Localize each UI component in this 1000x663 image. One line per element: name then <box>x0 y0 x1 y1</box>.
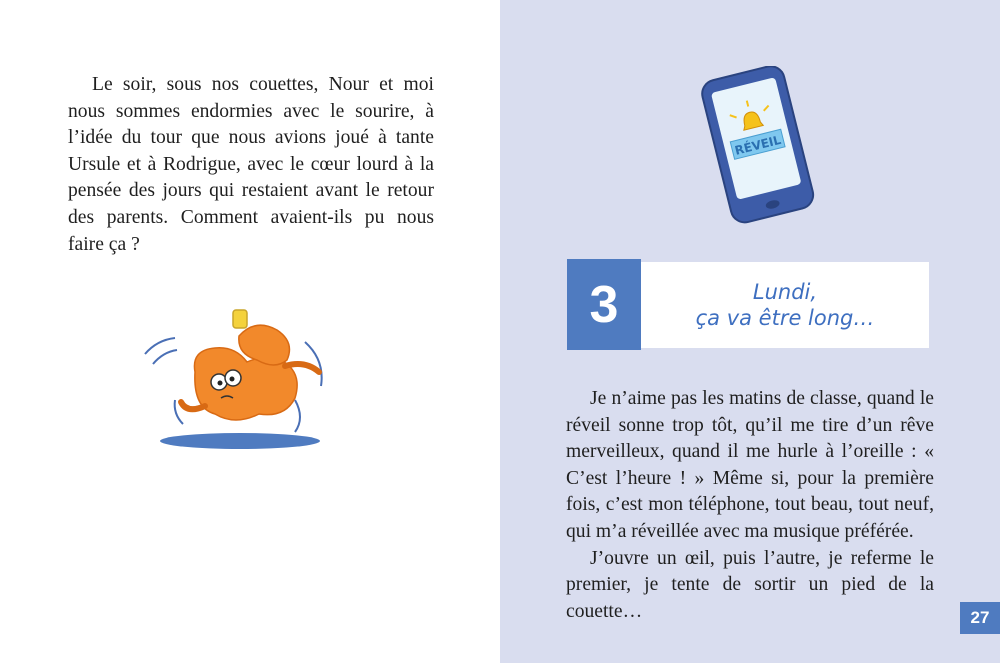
left-page-text <box>68 72 434 258</box>
right-page-text <box>566 386 934 625</box>
phone-screen-label: RÉVEIL <box>733 132 783 158</box>
orange-cat-icon <box>135 302 350 452</box>
chapter-title <box>641 262 929 348</box>
page-number: 27 <box>960 602 1000 634</box>
right-paragraph-1: Je n’aime pas les matins de classe, quand le réveil sonne trop tôt, qu’il me tire d’un rêve merveilleux, quand il me hurle à l’oreille : « C’est l’heure ! » Même si, pour la première fois, c’est mon téléphone, tout beau, tout neuf, qui m’a réveillée avec ma musique préférée. <box>566 388 934 542</box>
right-paragraph-2: J’ouvre un œil, puis l’autre, je referme le premier, je tente de sortir un pied de la couette… <box>566 547 934 622</box>
left-paragraph: Le soir, sous nos couettes, Nour et moi nous sommes endormies avec le sourire, à l’idée du tour que nous avions joué à tante Ursule et à Rodrigue, avec le cœur lourd à la pensée des jours qui restaient avant le retour des parents. Comment avaient-ils pu nous faire ça ? <box>68 74 434 255</box>
chapter-title-line1: Lundi, <box>752 280 818 304</box>
smartphone-alarm-icon <box>688 66 823 226</box>
chapter-title-line2: ça va être long… <box>695 306 875 330</box>
chapter-number: 3 <box>567 259 641 350</box>
